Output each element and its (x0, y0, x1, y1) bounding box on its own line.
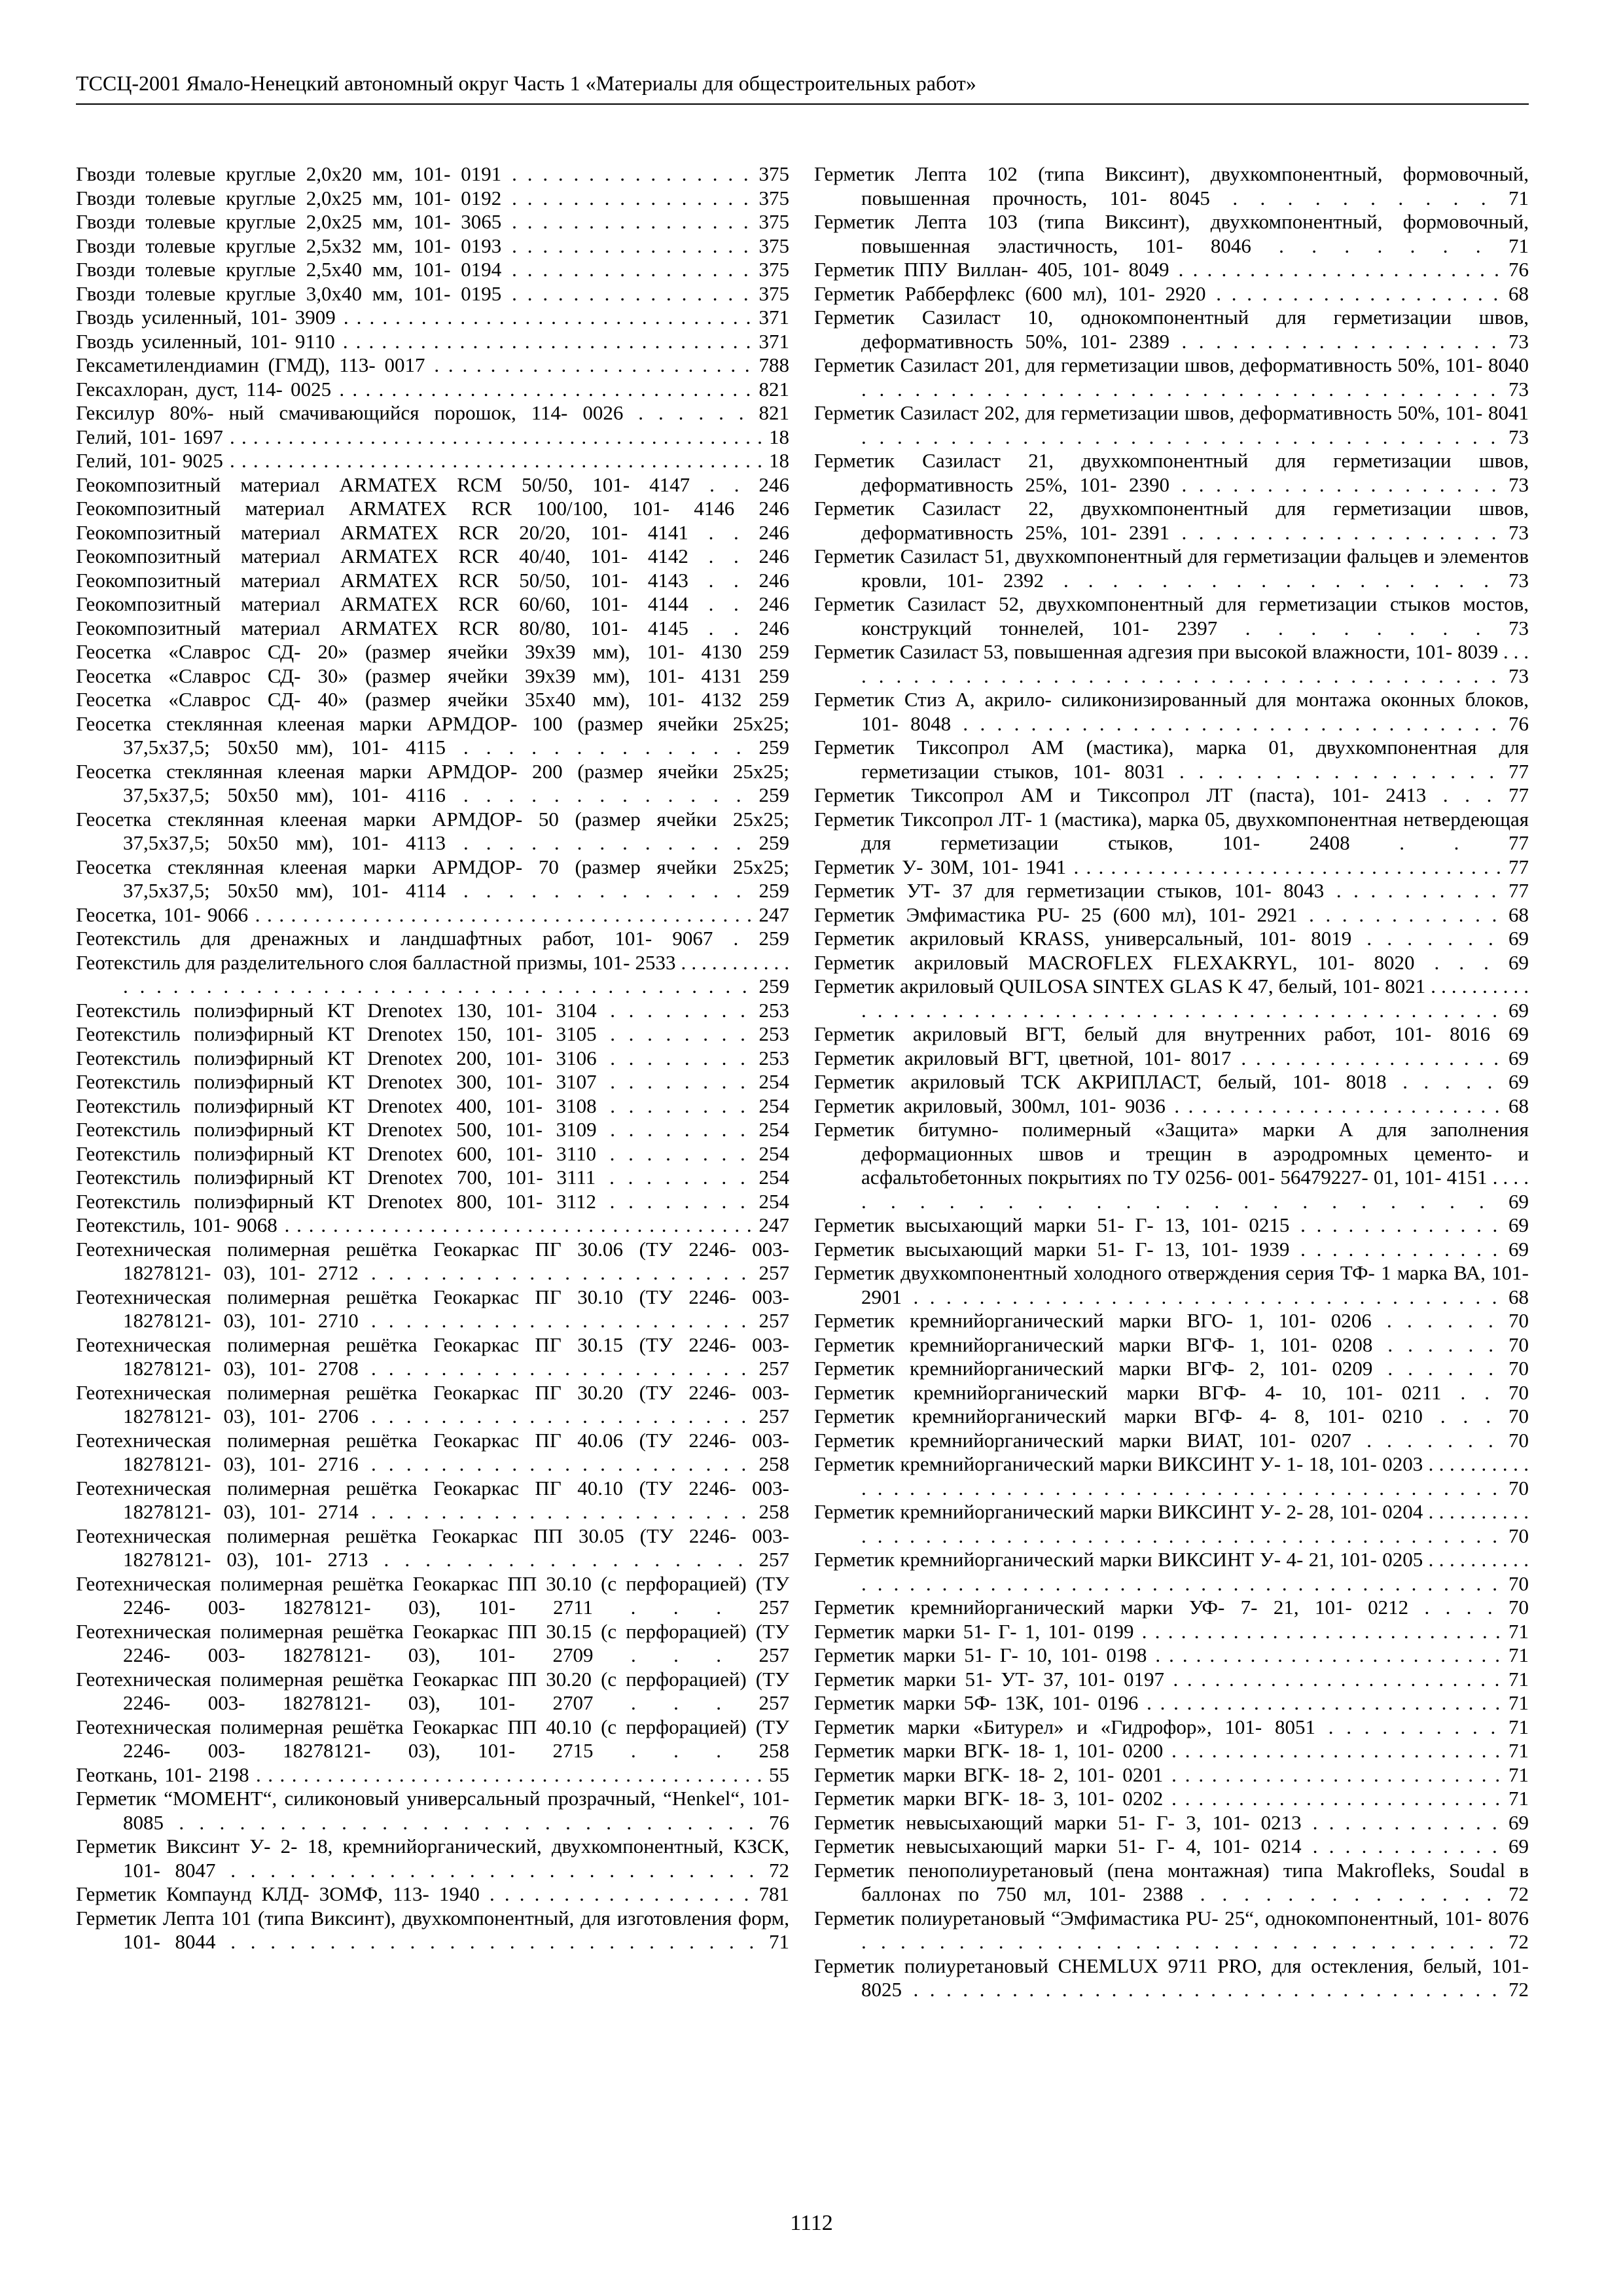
index-entry: Геотехническая полимерная решётка Геокаркас ПГ 30.06 (ТУ 2246- 003- 18278121- 03), 101- 2712 . . . . . . . . . . . . . . . . . . . . . . 257 (76, 1237, 789, 1284)
index-entry: Герметик марки 51- Г- 1, 101- 0199 . . . . . . . . . . . . . . . . . . . . . . . . . . . . 71 (814, 1619, 1529, 1643)
header-rule (76, 103, 1529, 105)
index-entry: Герметик Сазиласт 52, двухкомпонентный для герметизации стыков мостов, конструкций тоннелей, 101- 2397 . . . . . . . . 73 (814, 592, 1529, 639)
index-entry: Герметик акриловый MACROFLEX FLEXAKRYL, 101- 8020 . . . 69 (814, 950, 1529, 974)
index-entry: Герметик высыхающий марки 51- Г- 13, 101- 1939 . . . . . . . . . . . . . 69 (814, 1237, 1529, 1261)
index-entry: Герметик Сазиласт 51, двухкомпонентный для герметизации фальцев и элементов кровли, 101- 2392 . . . . . . . . . . . . . . . . . . 73 (814, 545, 1529, 592)
running-header: ТССЦ-2001 Ямало-Ненецкий автономный округ Часть 1 «Материалы для общестроительных работ» (76, 71, 976, 95)
index-entry: Герметик невысыхающий марки 51- Г- 3, 101- 0213 . . . . . . . . . . . . 69 (814, 1810, 1529, 1834)
index-entry: Герметик Тиксопрол АМ (мастика), марка 01, двухкомпонентная для герметизации стыков, 101- 8031 . . . . . . . . . . . . . . . . . 77 (814, 736, 1529, 783)
index-entry: Геотекстиль полиэфирный KT Drenotex 400, 101- 3108 . . . . . . . . 254 (76, 1094, 789, 1117)
index-entry: Герметик пенополиуретановый (пена монтажная) типа Makrofleks, Soudal в баллонах по 750 мл, 101- 2388 . . . . . . . . . . . . . . 72 (814, 1858, 1529, 1905)
index-entry: Герметик Сазиласт 22, двухкомпонентный для герметизации швов, деформативность 25%, 101- 2391 . . . . . . . . . . . . . . . . . . . 73 (814, 497, 1529, 544)
index-entry: Геотехническая полимерная решётка Геокаркас ПП 30.15 (с перфорацией) (ТУ 2246- 003- 18278121- 03), 101- 2709 . . . 257 (76, 1619, 789, 1666)
index-entry: Гвозди толевые круглые 2,5х32 мм, 101- 0193 . . . . . . . . . . . . . . . . 375 (76, 234, 789, 257)
index-entry: Геокомпозитный материал ARMATEX RCM 50/50, 101- 4147 . . 246 (76, 473, 789, 496)
index-entry: Геотехническая полимерная решётка Геокаркас ПГ 30.10 (ТУ 2246- 003- 18278121- 03), 101- 2710 . . . . . . . . . . . . . . . . . . . . . . 257 (76, 1285, 789, 1332)
index-entry: Геокомпозитный материал ARMATEX RCR 20/20, 101- 4141 . . 246 (76, 520, 789, 544)
index-entry: Герметик кремнийорганический марки ВИКСИНТ У- 2- 28, 101- 0204 . . . . . . . . . . . . . . . . . . . . . . . . . . . . . . . . . . . . . . . . . . . . . . . . . . 70 (814, 1500, 1529, 1547)
index-entry: Герметик Виксинт У- 2- 18, кремнийорганический, двухкомпонентный, КЗСК, 101- 8047 . . . . . . . . . . . . . . . . . . . . . . . . . . . 72 (76, 1835, 789, 1882)
index-entry: Герметик акриловый KRASS, универсальный, 101- 8019 . . . . . . . 69 (814, 927, 1529, 950)
index-entry: Герметик Компаунд КЛД- 3ОМФ, 113- 1940 . . . . . . . . . . . . . . . . . . 781 (76, 1882, 789, 1905)
index-entry: Герметик высыхающий марки 51- Г- 13, 101- 0215 . . . . . . . . . . . . . 69 (814, 1213, 1529, 1236)
index-entry: Герметик Рабберфлекс (600 мл), 101- 2920 . . . . . . . . . . . . . . . . . . . 68 (814, 281, 1529, 305)
index-entry: Герметик Сазиласт 21, двухкомпонентный для герметизации швов, деформативность 25%, 101- 2390 . . . . . . . . . . . . . . . . . . . 73 (814, 449, 1529, 496)
index-entry: Геотехническая полимерная решётка Геокаркас ПГ 30.15 (ТУ 2246- 003- 18278121- 03), 101- 2708 . . . . . . . . . . . . . . . . . . . . . . 257 (76, 1333, 789, 1380)
index-entry: Герметик полиуретановый “Эмфимастика PU- 25“, однокомпонентный, 101- 8076 . . . . . . . . . . . . . . . . . . . . . . . . . . . . . . . . . 72 (814, 1906, 1529, 1953)
index-entry: Герметик кремнийорганический марки ВИКСИНТ У- 4- 21, 101- 0205 . . . . . . . . . . . . . . . . . . . . . . . . . . . . . . . . . . . . . . . . . . . . . . . . . . 70 (814, 1548, 1529, 1595)
index-entry: Геосетка, 101- 9066 . . . . . . . . . . . . . . . . . . . . . . . . . . . . . . . . . . . . . . . . . . 247 (76, 903, 789, 926)
index-entry: Герметик акриловый, 300мл, 101- 9036 . . . . . . . . . . . . . . . . . . . . . . . . 68 (814, 1094, 1529, 1117)
index-entry: Герметик кремнийорганический марки ВГФ- 4- 8, 101- 0210 . . . 70 (814, 1405, 1529, 1427)
index-entry: Геотекстиль полиэфирный KT Drenotex 300, 101- 3107 . . . . . . . . 254 (76, 1070, 789, 1093)
index-entry: Гвоздь усиленный, 101- 3909 . . . . . . . . . . . . . . . . . . . . . . . . . . . . . . . . 371 (76, 306, 789, 329)
index-entry: Геосетка «Славрос СД- 40» (размер ячейки 35х40 мм), 101- 4132 259 (76, 688, 789, 711)
index-entry: Геокомпозитный материал ARMATEX RCR 60/60, 101- 4144 . . 246 (76, 592, 789, 615)
index-entry: Герметик УТ- 37 для герметизации стыков, 101- 8043 . . . . . . . . . . 77 (814, 879, 1529, 902)
index-entry: Герметик Лепта 103 (типа Виксинт), двухкомпонентный, формовочный, повышенная эластичность, 101- 8046 . . . . . . . 71 (814, 210, 1529, 257)
index-entry: Гвозди толевые круглые 3,0х40 мм, 101- 0195 . . . . . . . . . . . . . . . . 375 (76, 281, 789, 305)
index-entry: Геосетка «Славрос СД- 30» (размер ячейки 39х39 мм), 101- 4131 259 (76, 664, 789, 687)
index-column-right (814, 162, 1529, 2002)
index-entry: Герметик У- 30М, 101- 1941 . . . . . . . . . . . . . . . . . . . . . . . . . . . . . . . . . . . 77 (814, 855, 1529, 878)
index-entry: Герметик ППУ Виллан- 405, 101- 8049 . . . . . . . . . . . . . . . . . . . . . . . 76 (814, 258, 1529, 281)
index-entry: Герметик акриловый QUILOSA SINTEX GLAS K 47, белый, 101- 8021 . . . . . . . . . . . . . . . . . . . . . . . . . . . . . . . . . . . . . . . . . . . . . . . . . . 69 (814, 975, 1529, 1022)
index-entry: Герметик акриловый ВГТ, белый для внутренних работ, 101- 8016 69 (814, 1022, 1529, 1045)
index-entry: Гексаметилендиамин (ГМД), 113- 0017 . . . . . . . . . . . . . . . . . . . . . . . 788 (76, 353, 789, 376)
index-entry: Геосетка «Славрос СД- 20» (размер ячейки 39х39 мм), 101- 4130 259 (76, 640, 789, 663)
page-number: 1112 (790, 2211, 833, 2235)
index-entry: Герметик Лепта 101 (типа Виксинт), двухкомпонентный, для изготовления форм, 101- 8044 . . . . . . . . . . . . . . . . . . . . . . . . . . . 71 (76, 1906, 789, 1953)
index-entry: Герметик Сазиласт 10, однокомпонентный для герметизации швов, деформативность 50%, 101- 2389 . . . . . . . . . . . . . . . . . . . 73 (814, 306, 1529, 353)
index-entry: Герметик полиуретановый CHEMLUX 9711 PRO, для остекления, белый, 101- 8025 . . . . . . . . . . . . . . . . . . . . . . . . . . . . . . . . . . . . 72 (814, 1954, 1529, 2001)
index-entry: Герметик Эмфимастика PU- 25 (600 мл), 101- 2921 . . . . . . . . . . . . 68 (814, 903, 1529, 926)
index-entry: Герметик акриловый ВГТ, цветной, 101- 8017 . . . . . . . . . . . . . . . . . . 69 (814, 1046, 1529, 1069)
index-entry: Геотехническая полимерная решётка Геокаркас ПП 30.20 (с перфорацией) (ТУ 2246- 003- 18278121- 03), 101- 2707 . . . 257 (76, 1667, 789, 1714)
index-entry: Герметик кремнийорганический марки ВГФ- 1, 101- 0208 . . . . . . 70 (814, 1333, 1529, 1356)
index-entry: Гвозди толевые круглые 2,0х20 мм, 101- 0191 . . . . . . . . . . . . . . . . 375 (76, 162, 789, 185)
index-entry: Геотекстиль полиэфирный KT Drenotex 130, 101- 3104 . . . . . . . . 253 (76, 998, 789, 1022)
index-entry: Герметик битумно- полимерный «Защита» марки А для заполнения деформационных швов и трещин в аэродромных цементо- и асфальтобетонных покрытиях по ТУ 0256- 001- 56479227- 01, 101- 4151 . . . . . . . . . . . . . . . . . . . . . . . . . . 69 (814, 1118, 1529, 1213)
index-entry: Гелий, 101- 9025 . . . . . . . . . . . . . . . . . . . . . . . . . . . . . . . . . . . . . . . . . . . . . . 18 (76, 449, 789, 472)
index-entry: Герметик Тиксопрол ЛТ- 1 (мастика), марка 05, двухкомпонентная нетвердеющая для герметизации стыков, 101- 2408 . . 77 (814, 807, 1529, 854)
index-entry: Герметик кремнийорганический марки ВИКСИНТ У- 1- 18, 101- 0203 . . . . . . . . . . . . . . . . . . . . . . . . . . . . . . . . . . . . . . . . . . . . . . . . . . 70 (814, 1452, 1529, 1499)
index-entry: Гвоздь усиленный, 101- 9110 . . . . . . . . . . . . . . . . . . . . . . . . . . . . . . . . 371 (76, 329, 789, 353)
index-entry: Герметик Лепта 102 (типа Виксинт), двухкомпонентный, формовочный, повышенная прочность, 101- 8045 . . . . . . . . . . 71 (814, 162, 1529, 209)
index-entry: Гелий, 101- 1697 . . . . . . . . . . . . . . . . . . . . . . . . . . . . . . . . . . . . . . . . . . . . . . 18 (76, 425, 789, 448)
index-entry: Геотекстиль полиэфирный KT Drenotex 500, 101- 3109 . . . . . . . . 254 (76, 1118, 789, 1141)
index-entry: Герметик акриловый ТСК АКРИПЛАСТ, белый, 101- 8018 . . . . . 69 (814, 1070, 1529, 1093)
index-entry: Герметик двухкомпонентный холодного отверждения серия ТФ- 1 марка ВА, 101- 2901 . . . . . . . . . . . . . . . . . . . . . . . . . . . . . . . . . . . . 68 (814, 1261, 1529, 1308)
index-entry: Герметик кремнийорганический марки ВГФ- 2, 101- 0209 . . . . . . 70 (814, 1357, 1529, 1380)
index-entry: Геоткань, 101- 2198 . . . . . . . . . . . . . . . . . . . . . . . . . . . . . . . . . . . . . . . . . . . 55 (76, 1763, 789, 1786)
index-entry: Геосетка стеклянная клееная марки АРМДОР- 50 (размер ячейки 25х25; 37,5х37,5; 50х50 мм), 101- 4113 . . . . . . . . . . . . . 259 (76, 807, 789, 854)
index-entry: Гвозди толевые круглые 2,0х25 мм, 101- 0192 . . . . . . . . . . . . . . . . 375 (76, 186, 789, 209)
index-entry: Герметик кремнийорганический марки УФ- 7- 21, 101- 0212 . . . . 70 (814, 1596, 1529, 1619)
index-entry: Гексилур 80%- ный смачивающийся порошок, 114- 0026 . . . . . . 821 (76, 401, 789, 424)
index-entry: Герметик Сазиласт 201, для герметизации швов, деформативность 50%, 101- 8040 . . . . . . . . . . . . . . . . . . . . . . . . . . . . . . . . . . . . 73 (814, 353, 1529, 401)
index-entry: Геотехническая полимерная решётка Геокаркас ПГ 40.10 (ТУ 2246- 003- 18278121- 03), 101- 2714 . . . . . . . . . . . . . . . . . . . . . . 258 (76, 1476, 789, 1523)
index-entry: Геотекстиль полиэфирный KT Drenotex 600, 101- 3110 . . . . . . . . 254 (76, 1141, 789, 1165)
index-entry: Гвозди толевые круглые 2,0х25 мм, 101- 3065 . . . . . . . . . . . . . . . . 375 (76, 210, 789, 233)
index-entry: Геотекстиль полиэфирный KT Drenotex 800, 101- 3112 . . . . . . . . 254 (76, 1189, 789, 1213)
index-entry: Геотехническая полимерная решётка Геокаркас ПП 30.05 (ТУ 2246- 003- 18278121- 03), 101- 2713 . . . . . . . . . . . . . . . . . . 257 (76, 1524, 789, 1571)
index-entry: Геосетка стеклянная клееная марки АРМДОР- 200 (размер ячейки 25х25; 37,5х37,5; 50х50 мм), 101- 4116 . . . . . . . . . . . . . 259 (76, 759, 789, 806)
index-entry: Геотекстиль полиэфирный KT Drenotex 200, 101- 3106 . . . . . . . . 253 (76, 1046, 789, 1069)
index-entry: Герметик марки ВГК- 18- 2, 101- 0201 . . . . . . . . . . . . . . . . . . . . . . . . . 71 (814, 1763, 1529, 1786)
index-entry: Геокомпозитный материал ARMATEX RCR 100/100, 101- 4146 246 (76, 497, 789, 520)
index-entry: Герметик кремнийорганический марки ВГО- 1, 101- 0206 . . . . . . 70 (814, 1309, 1529, 1332)
index-entry: Гвозди толевые круглые 2,5х40 мм, 101- 0194 . . . . . . . . . . . . . . . . 375 (76, 258, 789, 281)
index-entry: Герметик кремнийорганический марки ВГФ- 4- 10, 101- 0211 . . 70 (814, 1380, 1529, 1404)
index-entry: Гексахлоран, дуст, 114- 0025 . . . . . . . . . . . . . . . . . . . . . . . . . . . . . . . . 821 (76, 377, 789, 401)
index-entry: Герметик Тиксопрол АМ и Тиксопрол ЛТ (паста), 101- 2413 . . . 77 (814, 783, 1529, 806)
index-entry: Герметик марки «Битурел» и «Гидрофор», 101- 8051 . . . . . . . . . . 71 (814, 1715, 1529, 1738)
index-entry: Герметик Сазиласт 53, повышенная адгезия при высокой влажности, 101- 8039 . . . . . . . . . . . . . . . . . . . . . . . . . . . . . . . . . . . . . . . . 73 (814, 640, 1529, 687)
index-entry: Герметик кремнийорганический марки ВИАТ, 101- 0207 . . . . . . . 70 (814, 1428, 1529, 1452)
index-entry: Герметик марки ВГК- 18- 1, 101- 0200 . . . . . . . . . . . . . . . . . . . . . . . . . 71 (814, 1739, 1529, 1762)
index-entry: Геотехническая полимерная решётка Геокаркас ПП 40.10 (с перфорацией) (ТУ 2246- 003- 18278121- 03), 101- 2715 . . . 258 (76, 1715, 789, 1762)
index-entry: Геотекстиль для дренажных и ландшафтных работ, 101- 9067 . 259 (76, 927, 789, 950)
index-entry: Герметик марки 51- УТ- 37, 101- 0197 . . . . . . . . . . . . . . . . . . . . . . . . 71 (814, 1667, 1529, 1691)
index-entry: Геотекстиль полиэфирный KT Drenotex 150, 101- 3105 . . . . . . . . 253 (76, 1022, 789, 1045)
index-entry: Геосетка стеклянная клееная марки АРМДОР- 100 (размер ячейки 25х25; 37,5х37,5; 50х50 мм), 101- 4115 . . . . . . . . . . . . . 259 (76, 711, 789, 759)
index-entry: Геокомпозитный материал ARMATEX RCR 80/80, 101- 4145 . . 246 (76, 616, 789, 639)
index-entry: Геокомпозитный материал ARMATEX RCR 40/40, 101- 4142 . . 246 (76, 545, 789, 567)
index-entry: Герметик марки 51- Г- 10, 101- 0198 . . . . . . . . . . . . . . . . . . . . . . . . . . 71 (814, 1643, 1529, 1666)
index-entry: Геотехническая полимерная решётка Геокаркас ПГ 30.20 (ТУ 2246- 003- 18278121- 03), 101- 2706 . . . . . . . . . . . . . . . . . . . . . . 257 (76, 1380, 789, 1427)
index-entry: Герметик Сазиласт 202, для герметизации швов, деформативность 50%, 101- 8041 . . . . . . . . . . . . . . . . . . . . . . . . . . . . . . . . . . . . 73 (814, 401, 1529, 448)
index-entry: Герметик марки ВГК- 18- 3, 101- 0202 . . . . . . . . . . . . . . . . . . . . . . . . . 71 (814, 1787, 1529, 1810)
index-entry: Геотекстиль, 101- 9068 . . . . . . . . . . . . . . . . . . . . . . . . . . . . . . . . . . . . . . . 247 (76, 1213, 789, 1236)
index-entry: Герметик марки 5Ф- 13К, 101- 0196 . . . . . . . . . . . . . . . . . . . . . . . . . . . 71 (814, 1691, 1529, 1714)
index-entry: Геокомпозитный материал ARMATEX RCR 50/50, 101- 4143 . . 246 (76, 568, 789, 592)
index-entry: Герметик невысыхающий марки 51- Г- 4, 101- 0214 . . . . . . . . . . . . 69 (814, 1835, 1529, 1857)
index-entry: Геотекстиль для разделительного слоя балластной призмы, 101- 2533 . . . . . . . . . . . . . . . . . . . . . . . . . . . . . . . . . . . . . . . . . . . . . . . . . 259 (76, 950, 789, 997)
index-entry: Геосетка стеклянная клееная марки АРМДОР- 70 (размер ячейки 25х25; 37,5х37,5; 50х50 мм), 101- 4114 . . . . . . . . . . . . . 259 (76, 855, 789, 902)
index-entry: Геотехническая полимерная решётка Геокаркас ПГ 40.06 (ТУ 2246- 003- 18278121- 03), 101- 2716 . . . . . . . . . . . . . . . . . . . . . . 258 (76, 1428, 789, 1475)
index-entry: Герметик Стиз А, акрило- силиконизированный для монтажа оконных блоков, 101- 8048 . . . . . . . . . . . . . . . . . . . . . . . . . . . . . . . . 76 (814, 688, 1529, 735)
index-column-left (76, 162, 789, 1954)
index-entry: Герметик “МОМЕНТ“, силиконовый универсальный прозрачный, “Henkel“, 101- 8085 . . . . . . . . . . . . . . . . . . . . . . . . . . . . . 76 (76, 1787, 789, 1834)
index-entry: Геотекстиль полиэфирный KT Drenotex 700, 101- 3111 . . . . . . . . 254 (76, 1166, 789, 1189)
index-entry: Геотехническая полимерная решётка Геокаркас ПП 30.10 (с перфорацией) (ТУ 2246- 003- 18278121- 03), 101- 2711 . . . 257 (76, 1571, 789, 1619)
